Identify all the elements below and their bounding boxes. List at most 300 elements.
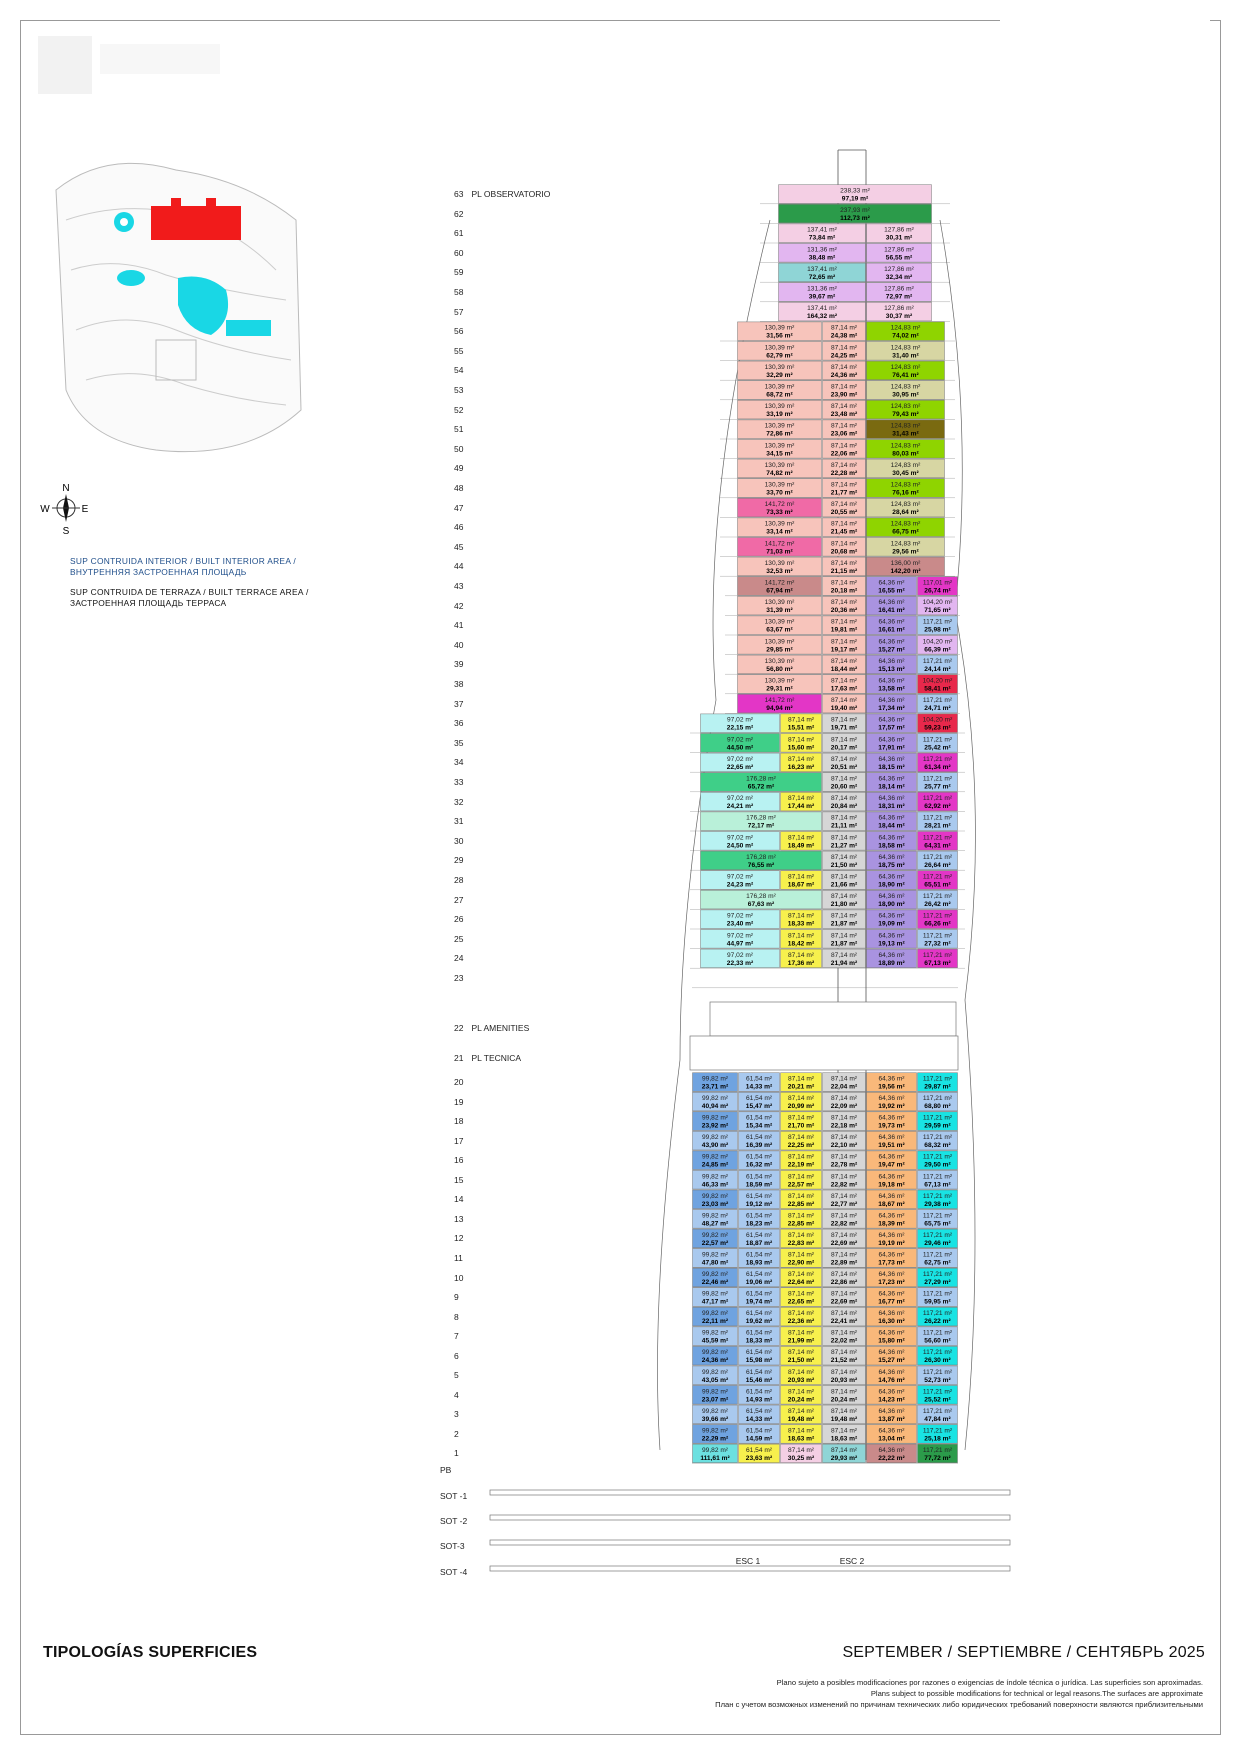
interior-area: 130,39 m²: [764, 481, 795, 489]
terrace-area: 23,48 m²: [830, 411, 858, 419]
legend-terrace-ru: ЗАСТРОЕННАЯ ПЛОЩАДЬ ТЕРРАСА: [70, 598, 227, 608]
apartment-unit: [867, 1170, 917, 1189]
apartment-unit: [823, 1386, 866, 1405]
floor-number: 5: [454, 1370, 459, 1381]
floor-label: [454, 640, 463, 650]
terrace-area: 24,50 m²: [726, 842, 754, 850]
page-title: TIPOLOGÍAS SUPERFICIES: [43, 1644, 258, 1661]
terrace-area: 26,64 m²: [924, 861, 951, 869]
interior-area: 87,14 m²: [787, 1095, 815, 1103]
apartment-unit: [823, 518, 866, 537]
terrace-area: 16,39 m²: [745, 1142, 773, 1150]
apartment-unit: [739, 1151, 780, 1170]
apartment-unit: [781, 734, 822, 753]
interior-area: 61,54 m²: [745, 1134, 773, 1142]
terrace-area: 47,17 m²: [701, 1298, 729, 1306]
terrace-area: 46,33 m²: [701, 1181, 729, 1189]
interior-area: 64,36 m²: [878, 599, 905, 607]
apartment-unit: [867, 1268, 917, 1287]
terrace-area: 26,30 m²: [924, 1357, 951, 1365]
apartment-unit: [823, 1288, 866, 1307]
terrace-area: 22,65 m²: [787, 1298, 815, 1306]
floor-label: [454, 503, 463, 513]
floor-number: 11: [454, 1252, 463, 1263]
apartment-unit: [779, 224, 866, 243]
apartment-unit: [867, 636, 917, 655]
terrace-area: 59,95 m²: [924, 1298, 951, 1306]
apartment-unit: [701, 714, 780, 733]
interior-area: 104,20 m²: [922, 599, 953, 607]
interior-area: 64,36 m²: [878, 716, 905, 724]
interior-area: 176,28 m²: [746, 814, 776, 822]
floor-label: [454, 757, 463, 767]
floor-label: [454, 326, 463, 336]
interior-area: 117,21 m²: [922, 736, 953, 744]
apartment-unit: [918, 1405, 958, 1424]
apartment-unit: [781, 1268, 822, 1287]
apartment-unit: [701, 871, 780, 890]
apartment-unit: [701, 949, 780, 968]
floor-number: 32: [454, 796, 464, 807]
apartment-unit: [867, 792, 917, 811]
floor-number: 17: [454, 1135, 464, 1146]
apartment-unit: [693, 1268, 738, 1287]
apartment-unit: [739, 1386, 780, 1405]
interior-area: 87,14 m²: [787, 951, 815, 959]
interior-area: 87,14 m²: [830, 618, 858, 626]
apartment-unit: [739, 1131, 780, 1150]
apartment-unit: [738, 596, 822, 615]
interior-area: 117,21 m²: [922, 1192, 953, 1200]
terrace-area: 142,20 m²: [890, 567, 921, 575]
apartment-unit: [867, 1092, 917, 1111]
terrace-area: 22,10 m²: [830, 1142, 858, 1150]
terrace-area: 18,31 m²: [878, 803, 905, 811]
interior-area: 87,14 m²: [830, 1349, 858, 1357]
apartment-unit: [823, 1092, 866, 1111]
apartment-unit: [867, 734, 917, 753]
interior-area: 87,14 m²: [830, 559, 858, 567]
terrace-area: 21,94 m²: [830, 959, 858, 967]
apartment-unit: [823, 1307, 866, 1326]
interior-area: 64,36 m²: [878, 755, 905, 763]
interior-area: 130,39 m²: [764, 383, 795, 391]
interior-area: 124,83 m²: [890, 442, 921, 450]
floor-number: 8: [454, 1311, 459, 1322]
interior-area: 176,28 m²: [746, 853, 776, 861]
interior-area: 87,14 m²: [830, 1407, 858, 1415]
apartment-unit: [918, 871, 958, 890]
terrace-area: 39,66 m²: [701, 1415, 729, 1423]
interior-area: 87,14 m²: [830, 501, 858, 509]
terrace-area: 67,13 m²: [924, 1181, 951, 1189]
terrace-area: 29,31 m²: [766, 685, 793, 693]
terrace-area: 29,56 m²: [892, 548, 919, 556]
floor-number: 20: [454, 1077, 464, 1087]
interior-area: 64,36 m²: [878, 1446, 905, 1454]
interior-area: 64,36 m²: [878, 1075, 905, 1083]
terrace-area: 23,71 m²: [701, 1083, 729, 1091]
interior-area: 87,14 m²: [830, 736, 858, 744]
interior-area: 61,54 m²: [745, 1075, 773, 1083]
floor-label: [454, 424, 463, 434]
interior-area: 61,54 m²: [745, 1329, 773, 1337]
interior-area: 87,14 m²: [787, 1251, 815, 1259]
terrace-area: 21,87 m²: [830, 920, 858, 928]
terrace-area: 73,84 m²: [808, 234, 836, 242]
interior-area: 87,14 m²: [830, 1153, 858, 1161]
apartment-unit: [701, 890, 822, 909]
apartment-unit: [823, 636, 866, 655]
apartment-unit: [693, 1210, 738, 1229]
floor-label: [454, 1233, 463, 1243]
apartment-unit: [918, 694, 958, 713]
interior-area: 137,41 m²: [807, 305, 837, 313]
terrace-area: 22,02 m²: [830, 1337, 858, 1345]
apartment-unit: [867, 420, 945, 439]
apartment-unit: [867, 1444, 917, 1463]
terrace-area: 66,26 m²: [924, 920, 951, 928]
interior-area: 117,21 m²: [922, 1212, 953, 1220]
terrace-area: 20,17 m²: [830, 744, 858, 752]
apartment-unit: [823, 812, 866, 831]
terrace-area: 19,47 m²: [878, 1161, 905, 1169]
apartment-unit: [739, 1268, 780, 1287]
interior-area: 130,39 m²: [764, 599, 795, 607]
terrace-area: 16,32 m²: [745, 1161, 773, 1169]
interior-area: 87,14 m²: [830, 461, 858, 469]
terrace-area: 23,06 m²: [830, 430, 858, 438]
interior-area: 117,21 m²: [922, 951, 953, 959]
apartment-unit: [867, 890, 917, 909]
interior-area: 87,14 m²: [830, 775, 858, 783]
interior-area: 87,14 m²: [830, 795, 858, 803]
interior-area: 87,14 m²: [830, 344, 858, 352]
floor-label: [454, 1155, 463, 1165]
terrace-area: 28,64 m²: [892, 509, 919, 517]
floor-number: 6: [454, 1350, 459, 1361]
interior-area: 61,54 m²: [745, 1310, 773, 1318]
apartment-unit: [781, 1073, 822, 1092]
apartment-unit: [867, 498, 945, 517]
terrace-area: 27,29 m²: [924, 1279, 951, 1286]
interior-area: 104,20 m²: [922, 638, 953, 646]
terrace-area: 72,97 m²: [885, 293, 913, 301]
terrace-area: 48,27 m²: [701, 1220, 729, 1228]
apartment-unit: [781, 1229, 822, 1248]
apartment-unit: [739, 1170, 780, 1189]
terrace-area: 23,92 m²: [701, 1122, 729, 1130]
apartment-unit: [693, 1249, 738, 1268]
apartment-unit: [739, 1210, 780, 1229]
terrace-area: 31,40 m²: [892, 352, 919, 360]
apartment-unit: [823, 734, 866, 753]
interior-area: 61,54 m²: [745, 1095, 773, 1103]
apartment-unit: [823, 322, 866, 341]
terrace-area: 22,46 m²: [701, 1279, 729, 1286]
apartment-unit: [918, 1170, 958, 1189]
floor-number: 26: [454, 914, 464, 925]
terrace-area: 14,59 m²: [745, 1435, 773, 1443]
interior-area: 130,39 m²: [764, 638, 795, 646]
terrace-area: 19,48 m²: [787, 1415, 815, 1423]
terrace-area: 18,39 m²: [878, 1220, 905, 1228]
floor-label: [454, 855, 463, 865]
floor-label: [454, 1097, 463, 1107]
apartment-unit: [738, 518, 822, 537]
tecnica-floor: [690, 1036, 958, 1070]
apartment-unit: [823, 949, 866, 968]
interior-area: 117,01 m²: [922, 579, 953, 587]
floor-name: PL AMENITIES: [471, 1023, 530, 1033]
interior-area: 87,14 m²: [830, 403, 858, 411]
interior-area: 61,54 m²: [745, 1349, 773, 1357]
interior-area: 87,14 m²: [830, 657, 858, 665]
terrace-area: 19,73 m²: [878, 1122, 905, 1130]
floor-number: 10: [454, 1272, 464, 1283]
terrace-area: 18,67 m²: [878, 1200, 905, 1208]
apartment-unit: [693, 1307, 738, 1326]
apartment-unit: [867, 1327, 917, 1346]
apartment-unit: [781, 832, 822, 851]
terrace-area: 65,75 m²: [924, 1220, 951, 1228]
apartment-unit: [738, 675, 822, 694]
interior-area: 117,21 m²: [922, 755, 953, 763]
terrace-area: 30,95 m²: [892, 391, 919, 399]
terrace-area: 15,98 m²: [745, 1357, 773, 1365]
floor-label: [454, 679, 463, 689]
floor-label: [454, 444, 463, 454]
interior-area: 61,54 m²: [745, 1290, 773, 1298]
apartment-unit: [867, 910, 917, 929]
terrace-area: 164,32 m²: [806, 313, 838, 321]
terrace-area: 112,73 m²: [840, 215, 870, 223]
apartment-unit: [918, 773, 958, 792]
interior-area: 130,39 m²: [764, 403, 795, 411]
floor-name: PL TECNICA: [471, 1053, 522, 1063]
interior-area: 87,14 m²: [787, 1388, 815, 1396]
terrace-area: 21,27 m²: [830, 842, 858, 850]
floor-number: 49: [454, 463, 464, 474]
interior-area: 64,36 m²: [878, 697, 905, 705]
apartment-unit: [738, 538, 822, 557]
apartment-unit: [823, 1131, 866, 1150]
terrace-area: 16,77 m²: [878, 1298, 905, 1306]
apartment-unit: [823, 498, 866, 517]
terrace-area: 15,34 m²: [745, 1122, 773, 1130]
terrace-area: 62,92 m²: [924, 803, 951, 811]
interior-area: 124,83 m²: [890, 520, 921, 528]
apartment-unit: [781, 1151, 822, 1170]
terrace-area: 94,94 m²: [766, 705, 793, 713]
terrace-area: 22,18 m²: [830, 1122, 858, 1130]
terrace-area: 20,18 m²: [830, 587, 858, 595]
floor-number: 40: [454, 639, 464, 650]
terrace-area: 19,12 m²: [745, 1200, 773, 1208]
interior-area: 117,21 m²: [922, 618, 953, 626]
apartment-unit: [823, 714, 866, 733]
apartment-unit: [739, 1288, 780, 1307]
terrace-area: 24,21 m²: [726, 803, 754, 811]
floor-number: 9: [454, 1292, 459, 1303]
terrace-area: 18,63 m²: [787, 1435, 815, 1443]
apartment-unit: [781, 1444, 822, 1463]
interior-area: 87,14 m²: [787, 873, 815, 881]
apartment-unit: [739, 1307, 780, 1326]
legend-terrace: SUP CONTRUIDA DE TERRAZA / BUILT TERRACE AREA /: [70, 587, 309, 597]
terrace-area: 25,18 m²: [924, 1435, 951, 1443]
apartment-unit: [867, 1131, 917, 1150]
interior-area: 87,14 m²: [787, 1329, 815, 1337]
floor-number: 58: [454, 287, 464, 297]
interior-area: 64,36 m²: [878, 834, 905, 842]
floor-number: 14: [454, 1194, 464, 1205]
terrace-area: 18,14 m²: [878, 783, 905, 791]
terrace-area: 97,19 m²: [841, 195, 869, 203]
interior-area: 64,36 m²: [878, 736, 905, 744]
basement-slab: [490, 1490, 1010, 1495]
apartment-unit: [867, 714, 917, 733]
terrace-area: 17,23 m²: [878, 1279, 905, 1286]
terrace-area: 23,03 m²: [701, 1200, 729, 1208]
interior-area: 117,21 m²: [922, 1310, 953, 1318]
apartment-unit: [867, 694, 917, 713]
note-en: Plans subject to possible modifications for technical or legal reasons.The surfaces are approximate: [870, 1689, 1203, 1698]
terrace-area: 73,33 m²: [766, 509, 793, 517]
apartment-unit: [918, 1092, 958, 1111]
terrace-area: 80,03 m²: [892, 450, 919, 458]
apartment-unit: [781, 1210, 822, 1229]
terrace-area: 19,74 m²: [745, 1298, 773, 1306]
apartment-unit: [693, 1405, 738, 1424]
interior-area: 97,02 m²: [726, 951, 754, 959]
apartment-unit: [918, 734, 958, 753]
interior-area: 87,14 m²: [787, 1290, 815, 1298]
terrace-area: 30,37 m²: [885, 313, 913, 321]
terrace-area: 15,27 m²: [878, 646, 905, 654]
interior-area: 99,82 m²: [701, 1114, 729, 1122]
interior-area: 130,39 m²: [764, 559, 795, 567]
floor-number: 2: [454, 1428, 459, 1439]
terrace-area: 76,16 m²: [892, 489, 919, 497]
interior-area: 61,54 m²: [745, 1407, 773, 1415]
floor-number: 53: [454, 385, 464, 395]
interior-area: 117,21 m²: [922, 1368, 953, 1376]
floor-label: [454, 228, 463, 238]
apartment-unit: [867, 1249, 917, 1268]
apartment-unit: [823, 1210, 866, 1229]
apartment-unit: [867, 400, 945, 419]
apartment-unit: [867, 1210, 917, 1229]
terrace-area: 15,27 m²: [878, 1357, 905, 1365]
terrace-area: 31,43 m²: [892, 430, 919, 438]
apartment-unit: [693, 1092, 738, 1111]
interior-area: 117,21 m²: [922, 1388, 953, 1396]
interior-area: 87,14 m²: [830, 363, 858, 371]
interior-area: 124,83 m²: [890, 344, 921, 352]
apartment-unit: [867, 322, 945, 341]
apartment-unit: [738, 400, 822, 419]
terrace-area: 44,97 m²: [726, 940, 754, 948]
terrace-area: 13,58 m²: [878, 685, 905, 693]
terrace-area: 20,51 m²: [830, 763, 858, 771]
apartment-unit: [918, 949, 958, 968]
interior-area: 99,82 m²: [701, 1192, 729, 1200]
floor-label: [454, 405, 463, 415]
interior-area: 97,02 m²: [726, 912, 754, 920]
terrace-area: 30,31 m²: [885, 234, 913, 242]
interior-area: 87,14 m²: [787, 834, 815, 842]
terrace-area: 22,33 m²: [726, 959, 754, 967]
apartment-unit: [701, 812, 822, 831]
apartment-unit: [739, 1073, 780, 1092]
apartment-unit: [781, 1386, 822, 1405]
terrace-area: 27,32 m²: [924, 940, 951, 948]
apartment-unit: [701, 792, 780, 811]
apartment-unit: [823, 792, 866, 811]
floor-label: [454, 953, 463, 963]
interior-area: 87,14 m²: [830, 540, 858, 548]
floor-number: 28: [454, 875, 464, 885]
floor-label: [454, 738, 463, 748]
floor-label: [454, 699, 463, 709]
interior-area: 61,54 m²: [745, 1192, 773, 1200]
terrace-area: 25,42 m²: [924, 744, 951, 752]
apartment-unit: [823, 538, 866, 557]
terrace-area: 22,85 m²: [787, 1200, 815, 1208]
interior-area: 87,14 m²: [787, 736, 815, 744]
apartment-unit: [867, 342, 945, 361]
terrace-area: 72,17 m²: [747, 822, 775, 830]
floor-number: SOT -1: [440, 1491, 468, 1501]
apartment-unit: [781, 1366, 822, 1385]
apartment-unit: [918, 1444, 958, 1463]
interior-area: 238,33 m²: [840, 187, 870, 195]
terrace-area: 18,44 m²: [878, 822, 905, 830]
interior-area: 64,36 m²: [878, 853, 905, 861]
terrace-area: 14,23 m²: [878, 1396, 905, 1404]
apartment-unit: [779, 283, 866, 302]
terrace-area: 21,11 m²: [830, 822, 858, 830]
apartment-unit: [867, 302, 932, 321]
interior-area: 130,39 m²: [764, 657, 795, 665]
apartment-unit: [738, 655, 822, 674]
interior-area: 117,21 m²: [922, 1095, 953, 1103]
interior-area: 99,82 m²: [701, 1368, 729, 1376]
terrace-area: 30,25 m²: [787, 1454, 815, 1462]
terrace-area: 22,15 m²: [726, 724, 754, 732]
apartment-unit: [918, 910, 958, 929]
terrace-area: 22,78 m²: [830, 1161, 858, 1169]
interior-area: 99,82 m²: [701, 1153, 729, 1161]
apartment-unit: [781, 753, 822, 772]
interior-area: 117,21 m²: [922, 873, 953, 881]
interior-area: 87,14 m²: [830, 932, 858, 940]
terrace-area: 20,21 m²: [787, 1083, 815, 1091]
floor-number: SOT-3: [440, 1541, 465, 1551]
apartment-unit: [918, 675, 958, 694]
apartment-unit: [693, 1229, 738, 1248]
interior-area: 64,36 m²: [878, 1388, 905, 1396]
terrace-area: 24,23 m²: [726, 881, 754, 889]
terrace-area: 111,61 m²: [700, 1454, 730, 1462]
apartment-unit: [823, 616, 866, 635]
apartment-unit: [823, 1112, 866, 1131]
terrace-area: 22,06 m²: [830, 450, 858, 458]
apartment-unit: [918, 1210, 958, 1229]
terrace-area: 72,65 m²: [808, 273, 836, 281]
interior-area: 61,54 m²: [745, 1114, 773, 1122]
